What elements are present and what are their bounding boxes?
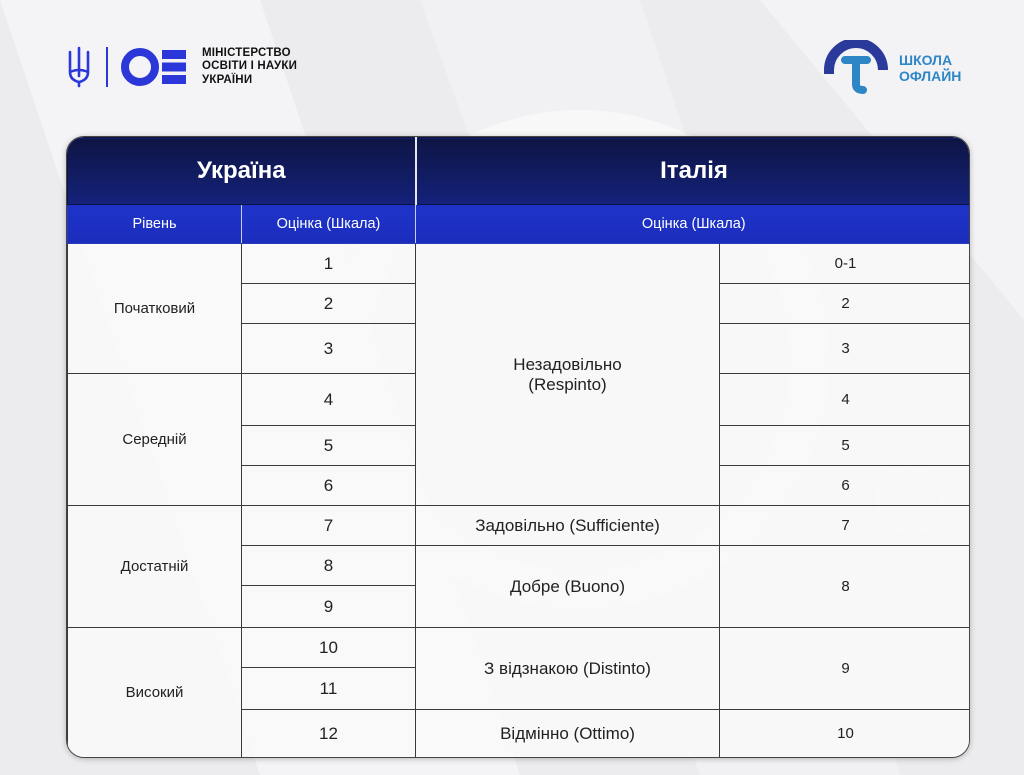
- ministry-logo: [66, 46, 297, 88]
- it-grade-5: 5: [720, 426, 970, 466]
- trident-icon: [66, 46, 92, 88]
- ua-grade-7: 7: [242, 506, 416, 546]
- ua-grade-8: 8: [242, 546, 416, 586]
- ua-grade-10: 10: [242, 628, 416, 668]
- it-group-distinct: З відзнакою (Distinto): [416, 628, 720, 710]
- level-high: Високий: [68, 628, 242, 758]
- logo-separator: [106, 47, 108, 87]
- school-name: ШКОЛА ОФЛАЙН: [899, 52, 962, 84]
- level-initial: Початковий: [68, 244, 242, 374]
- ua-grade-3: 3: [242, 324, 416, 374]
- ua-grade-5: 5: [242, 426, 416, 466]
- ua-grade-12: 12: [242, 710, 416, 758]
- school-mark-icon: [823, 40, 889, 96]
- it-grade-4: 4: [720, 374, 970, 426]
- it-grade-8: 8: [720, 546, 970, 628]
- it-scale-column-header: Оцінка (Шкала): [416, 205, 970, 244]
- it-grade-10: 10: [720, 710, 970, 758]
- ua-grade-9: 9: [242, 586, 416, 628]
- it-group-excellent: Відмінно (Ottimo): [416, 710, 720, 758]
- level-sufficient: Достатній: [68, 506, 242, 628]
- it-grade-0-1: 0-1: [720, 244, 970, 284]
- it-group-sufficient: Задовільно (Sufficiente): [416, 506, 720, 546]
- it-grade-3: 3: [720, 324, 970, 374]
- it-grade-7: 7: [720, 506, 970, 546]
- ua-grade-2: 2: [242, 284, 416, 324]
- level-column-header: Рівень: [68, 205, 242, 244]
- ministry-name: МІНІСТЕРСТВО ОСВІТИ І НАУКИ УКРАЇНИ: [202, 46, 298, 86]
- ua-grade-6: 6: [242, 466, 416, 506]
- it-grade-9: 9: [720, 628, 970, 710]
- ministry-mark-icon: [120, 46, 192, 88]
- ua-grade-11: 11: [242, 668, 416, 710]
- ua-scale-column-header: Оцінка (Шкала): [242, 205, 416, 244]
- ukraine-header: Україна: [68, 138, 416, 205]
- it-grade-2: 2: [720, 284, 970, 324]
- school-offline-logo: [823, 40, 961, 96]
- it-grade-6: 6: [720, 466, 970, 506]
- it-group-unsatisfactory: Незадовільно (Respinto): [416, 244, 720, 506]
- ua-grade-1: 1: [242, 244, 416, 284]
- grading-comparison-table: [66, 136, 970, 758]
- level-middle: Середній: [68, 374, 242, 506]
- italy-header: Італія: [416, 138, 970, 205]
- it-group-good: Добре (Buono): [416, 546, 720, 628]
- ua-grade-4: 4: [242, 374, 416, 426]
